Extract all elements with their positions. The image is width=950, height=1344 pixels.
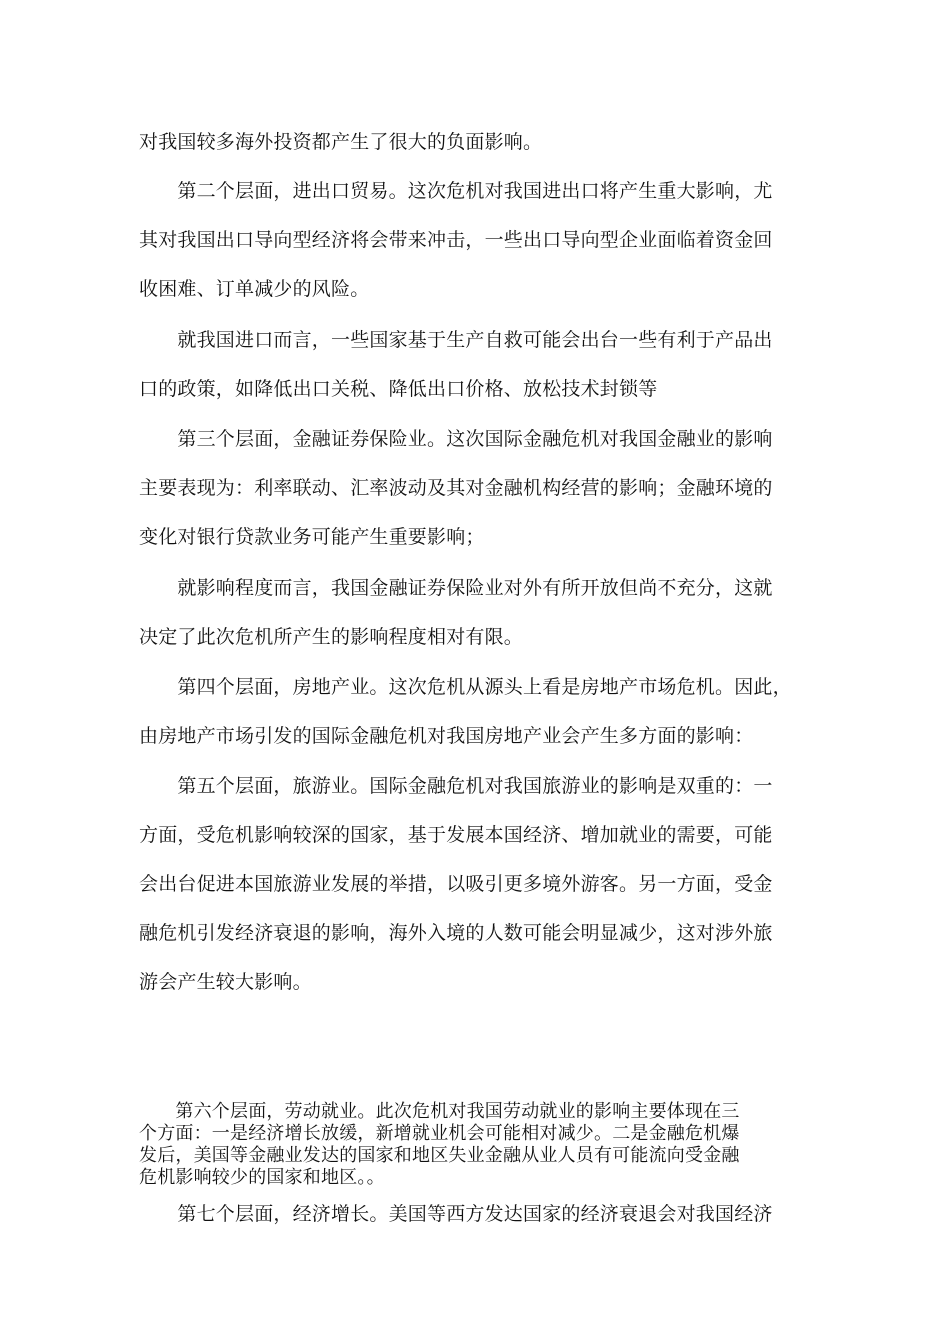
paragraph-real-estate: 第四个层面，房地产业。这次危机从源头上看是房地产市场危机。因此， 由房地产市场引发的国际金融危机对我国房地产业会产生多方面的影响： (139, 676, 792, 747)
paragraph-import-export-trade: 第二个层面，进出口贸易。这次危机对我国进出口将产生重大影响，尤 其对我国出口导向型经济将会带来冲击，一些出口导向型企业面临着资金回 收困难、订单减少的风险。 (139, 180, 773, 300)
paragraph-impact-degree: 就影响程度而言，我国金融证券保险业对外有所开放但尚不充分，这就 决定了此次危机所产生的影响程度相对有限。 (139, 577, 773, 648)
paragraph-import-policy: 就我国进口而言，一些国家基于生产自救可能会出台一些有利于产品出 口的政策，如降低出口关税、降低出口价格、放松技术封锁等 (139, 329, 773, 400)
paragraph-financial-insurance: 第三个层面，金融证券保险业。这次国际金融危机对我国金融业的影响 主要表现为：利率联动、汇率波动及其对金融机构经营的影响；金融环境的 变化对银行贷款业务可能产生重要影响； (139, 428, 773, 548)
paragraph-overseas-investment: 对我国较多海外投资都产生了很大的负面影响。 (139, 131, 543, 153)
paragraph-economic-growth: 第七个层面，经济增长。美国等西方发达国家的经济衰退会对我国经济 (139, 1203, 773, 1225)
paragraph-employment: 第六个层面，劳动就业。此次危机对我国劳动就业的影响主要体现在三 个方面：一是经济增长放缓，新增就业机会可能相对减少。二是金融危机爆 发后，美国等金融业发达的国家和地区失业金融从业人员有可能流向受金融 危机影响较少的国家和地区。。 (139, 1101, 740, 1188)
paragraph-tourism: 第五个层面，旅游业。国际金融危机对我国旅游业的影响是双重的：一 方面，受危机影响较深的国家，基于发展本国经济、增加就业的需要，可能 会出台促进本国旅游业发展的举措，以吸引更多境外游客。另一方面，受金 融危机引发经济衰退的影响，海外入境的人数可能会明显减少，这对涉外旅 游会产生较大影响。 (139, 775, 773, 993)
